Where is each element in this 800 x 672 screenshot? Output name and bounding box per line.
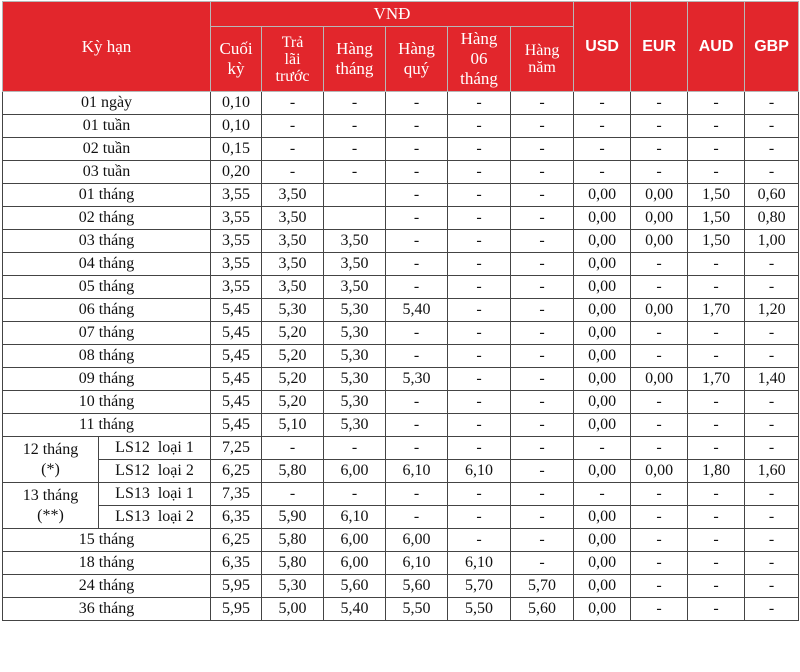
rate-cell: - [511, 460, 574, 483]
rate-cell: 5,00 [262, 598, 324, 621]
term-cell: 36 tháng [3, 598, 211, 621]
rate-cell: - [386, 483, 448, 506]
rate-cell: - [448, 115, 511, 138]
vnd-col-tra-lai-truoc: Trả lãi trước [262, 27, 324, 92]
rate-cell: - [448, 230, 511, 253]
table-header [3, 2, 799, 92]
rate-cell: - [745, 506, 799, 529]
rate-cell: 5,80 [262, 460, 324, 483]
rate-cell: 5,30 [386, 368, 448, 391]
rate-cell: - [574, 92, 631, 115]
table-body [3, 92, 799, 621]
rate-cell: - [688, 529, 745, 552]
rate-cell: - [745, 391, 799, 414]
rate-cell: 1,50 [688, 207, 745, 230]
rate-cell: 7,35 [211, 483, 262, 506]
rate-cell: - [745, 253, 799, 276]
term-header: Kỳ hạn [3, 2, 211, 92]
rate-cell: - [631, 437, 688, 460]
rate-cell: - [448, 322, 511, 345]
table-row [3, 506, 799, 529]
term-cell: 10 tháng [3, 391, 211, 414]
rate-cell: 5,20 [262, 345, 324, 368]
rate-cell: 3,50 [262, 230, 324, 253]
group-term-note: (*) [41, 460, 60, 478]
rate-cell: - [511, 276, 574, 299]
rate-cell: - [631, 115, 688, 138]
vnd-col-cuoi-ky: Cuối kỳ [211, 27, 262, 92]
rate-cell [324, 207, 386, 230]
term-cell: 01 ngày [3, 92, 211, 115]
rate-cell: - [386, 207, 448, 230]
rate-cell: 5,50 [386, 598, 448, 621]
rate-cell: - [511, 253, 574, 276]
rate-cell: 5,10 [262, 414, 324, 437]
rate-cell: - [511, 368, 574, 391]
rate-cell: - [688, 161, 745, 184]
rate-cell: - [324, 437, 386, 460]
rate-cell: 0,00 [574, 276, 631, 299]
term-cell: 02 tuần [3, 138, 211, 161]
rate-cell: 0,00 [574, 345, 631, 368]
rate-cell: 3,50 [324, 253, 386, 276]
rate-cell: - [688, 345, 745, 368]
rate-cell: - [386, 253, 448, 276]
rate-cell: - [324, 92, 386, 115]
rate-cell: - [745, 575, 799, 598]
table-row [3, 230, 799, 253]
rate-cell: 5,80 [262, 529, 324, 552]
rate-cell: 3,50 [262, 207, 324, 230]
table-row [3, 253, 799, 276]
rate-cell: - [631, 529, 688, 552]
vnd-col-hang-quy: Hàng quý [386, 27, 448, 92]
rate-cell: - [511, 138, 574, 161]
rate-cell: - [631, 575, 688, 598]
rate-cell: - [574, 138, 631, 161]
rate-cell: - [386, 92, 448, 115]
term-cell: 01 tuần [3, 115, 211, 138]
rate-cell: 1,40 [745, 368, 799, 391]
rate-cell: 6,10 [386, 552, 448, 575]
rate-cell: 5,40 [324, 598, 386, 621]
rate-cell: - [386, 184, 448, 207]
rate-cell: - [745, 414, 799, 437]
rate-cell: - [448, 207, 511, 230]
rate-cell: - [324, 483, 386, 506]
rate-cell: - [631, 138, 688, 161]
rate-cell: 5,60 [511, 598, 574, 621]
rate-cell: 5,30 [324, 345, 386, 368]
rate-cell: - [511, 506, 574, 529]
rate-cell: - [448, 483, 511, 506]
rate-cell: 1,20 [745, 299, 799, 322]
rate-cell: - [688, 483, 745, 506]
rate-cell: - [262, 483, 324, 506]
rate-cell: 1,70 [688, 299, 745, 322]
rate-cell: 1,50 [688, 184, 745, 207]
term-cell: 18 tháng [3, 552, 211, 575]
rate-cell: 5,30 [324, 368, 386, 391]
rate-cell: - [574, 437, 631, 460]
table-row [3, 483, 799, 506]
rate-cell: 5,90 [262, 506, 324, 529]
rate-cell: - [448, 253, 511, 276]
rate-cell: 5,95 [211, 575, 262, 598]
rate-cell: - [745, 345, 799, 368]
rate-cell: 5,45 [211, 368, 262, 391]
rate-cell: - [745, 276, 799, 299]
rate-cell: - [631, 92, 688, 115]
rate-cell: - [631, 598, 688, 621]
rate-cell: 6,00 [386, 529, 448, 552]
rate-cell: - [688, 92, 745, 115]
aud-header: AUD [688, 2, 745, 92]
rate-cell: - [631, 552, 688, 575]
rate-cell: - [745, 552, 799, 575]
rate-cell: - [745, 138, 799, 161]
rate-cell: - [448, 506, 511, 529]
table-row [3, 598, 799, 621]
rate-cell: - [745, 598, 799, 621]
rate-cell: - [511, 230, 574, 253]
rate-cell: 0,00 [574, 184, 631, 207]
rate-cell: 0,00 [574, 368, 631, 391]
rate-cell: 0,20 [211, 161, 262, 184]
rate-cell: - [324, 115, 386, 138]
rate-cell: 6,35 [211, 506, 262, 529]
rate-cell: 5,20 [262, 322, 324, 345]
term-cell: 06 tháng [3, 299, 211, 322]
vnd-col-hang-nam: Hàng năm [511, 27, 574, 92]
rate-cell: 5,70 [448, 575, 511, 598]
rate-cell: - [631, 253, 688, 276]
table-row [3, 207, 799, 230]
rate-cell: - [324, 138, 386, 161]
rate-cell: 6,10 [448, 460, 511, 483]
sub-term-cell: LS13 loại 2 [99, 506, 211, 529]
term-cell: 03 tháng [3, 230, 211, 253]
rate-cell: - [631, 161, 688, 184]
vnd-col-hang-thang: Hàng tháng [324, 27, 386, 92]
usd-header: USD [574, 2, 631, 92]
rate-cell: 0,15 [211, 138, 262, 161]
rate-cell: - [448, 368, 511, 391]
term-cell: 03 tuần [3, 161, 211, 184]
group-term-label: 12 tháng [22, 440, 79, 458]
rate-cell: - [511, 345, 574, 368]
rate-cell: - [262, 138, 324, 161]
rate-cell: 0,00 [631, 460, 688, 483]
term-cell: 04 tháng [3, 253, 211, 276]
table-row [3, 460, 799, 483]
rate-cell: - [386, 115, 448, 138]
rate-cell: 5,45 [211, 414, 262, 437]
term-cell: 02 tháng [3, 207, 211, 230]
rate-cell: 3,50 [262, 253, 324, 276]
rate-cell: - [262, 437, 324, 460]
rate-cell: - [688, 115, 745, 138]
rate-cell: 6,10 [324, 506, 386, 529]
rate-cell: 0,10 [211, 92, 262, 115]
table-row [3, 138, 799, 161]
rate-cell: 5,45 [211, 299, 262, 322]
table-row [3, 184, 799, 207]
rate-cell: - [511, 437, 574, 460]
table-row [3, 115, 799, 138]
table-row [3, 529, 799, 552]
vnd-header: VNĐ [211, 2, 574, 27]
group-term-note: (**) [37, 506, 64, 524]
rate-cell: - [448, 92, 511, 115]
rate-cell: 1,00 [745, 230, 799, 253]
rate-cell: 1,50 [688, 230, 745, 253]
rate-cell: - [511, 552, 574, 575]
rate-cell: 5,60 [386, 575, 448, 598]
rate-cell: - [386, 345, 448, 368]
rate-cell: - [448, 437, 511, 460]
rate-cell: - [511, 322, 574, 345]
rate-cell: - [386, 506, 448, 529]
rate-cell: 0,00 [574, 414, 631, 437]
rate-cell: - [688, 253, 745, 276]
rate-cell: - [688, 552, 745, 575]
rate-cell: 0,00 [574, 506, 631, 529]
rate-cell: 6,00 [324, 460, 386, 483]
rate-cell: 0,00 [631, 299, 688, 322]
rate-cell: 5,80 [262, 552, 324, 575]
gbp-header: GBP [745, 2, 799, 92]
rate-cell: - [631, 391, 688, 414]
rate-cell: 5,50 [448, 598, 511, 621]
group-term-label: 13 tháng [22, 486, 79, 504]
rate-cell: 0,00 [574, 322, 631, 345]
rate-cell: 3,55 [211, 253, 262, 276]
rate-cell: 1,80 [688, 460, 745, 483]
vnd-col-hang-06-thang: Hàng 06 tháng [448, 27, 511, 92]
rate-cell: - [745, 529, 799, 552]
rate-cell: - [448, 414, 511, 437]
rate-cell: 5,40 [386, 299, 448, 322]
table-row [3, 345, 799, 368]
rate-cell: 5,20 [262, 368, 324, 391]
table-row [3, 299, 799, 322]
table-row [3, 161, 799, 184]
rate-cell: - [448, 345, 511, 368]
rate-cell: 3,55 [211, 230, 262, 253]
rate-cell: - [511, 92, 574, 115]
rate-cell: - [631, 483, 688, 506]
rate-cell: - [688, 138, 745, 161]
rate-cell: 0,80 [745, 207, 799, 230]
term-cell: 11 tháng [3, 414, 211, 437]
rate-cell: 5,30 [262, 299, 324, 322]
interest-rate-table [2, 1, 799, 621]
rate-cell: - [511, 161, 574, 184]
rate-cell: - [688, 437, 745, 460]
rate-cell: 0,00 [574, 299, 631, 322]
rate-cell: - [631, 276, 688, 299]
rate-cell: 5,70 [511, 575, 574, 598]
rate-cell: 5,95 [211, 598, 262, 621]
rate-cell: - [631, 322, 688, 345]
rate-cell: 3,50 [324, 276, 386, 299]
rate-cell: - [511, 299, 574, 322]
rate-cell: - [448, 391, 511, 414]
rate-cell: 5,20 [262, 391, 324, 414]
rate-cell: - [631, 506, 688, 529]
rate-cell: - [511, 414, 574, 437]
rate-cell: 0,00 [574, 575, 631, 598]
table-row [3, 414, 799, 437]
rate-cell: - [745, 161, 799, 184]
term-cell: 01 tháng [3, 184, 211, 207]
rate-cell: 0,10 [211, 115, 262, 138]
rate-cell: 5,45 [211, 345, 262, 368]
rate-cell: 5,30 [262, 575, 324, 598]
rate-cell: - [688, 575, 745, 598]
rate-cell: 0,00 [574, 598, 631, 621]
table-row [3, 391, 799, 414]
table-row [3, 552, 799, 575]
rate-cell: - [386, 391, 448, 414]
rate-cell: 5,30 [324, 299, 386, 322]
rate-cell: 0,00 [631, 230, 688, 253]
table-row [3, 575, 799, 598]
rate-cell: 6,10 [448, 552, 511, 575]
rate-cell: - [262, 115, 324, 138]
rate-cell: - [448, 276, 511, 299]
rate-cell: 7,25 [211, 437, 262, 460]
rate-cell: 0,00 [574, 207, 631, 230]
rate-cell: 0,60 [745, 184, 799, 207]
rate-cell: 5,45 [211, 322, 262, 345]
sub-term-cell: LS12 loại 1 [99, 437, 211, 460]
rate-cell: - [631, 345, 688, 368]
rate-cell: 3,50 [262, 276, 324, 299]
rate-cell: - [262, 161, 324, 184]
term-cell: 24 tháng [3, 575, 211, 598]
rate-cell: 0,00 [574, 391, 631, 414]
rate-cell: 5,45 [211, 391, 262, 414]
rate-cell: - [511, 184, 574, 207]
rate-cell: 3,55 [211, 207, 262, 230]
rate-cell: 1,70 [688, 368, 745, 391]
rate-cell: 6,25 [211, 460, 262, 483]
sub-term-cell: LS13 loại 1 [99, 483, 211, 506]
rate-cell: - [386, 276, 448, 299]
rate-cell: - [688, 506, 745, 529]
rate-cell: 5,30 [324, 322, 386, 345]
rate-cell: - [745, 92, 799, 115]
rate-cell [324, 184, 386, 207]
rate-cell: - [511, 529, 574, 552]
rate-cell: 6,25 [211, 529, 262, 552]
rate-cell: 3,50 [262, 184, 324, 207]
rate-cell: - [386, 138, 448, 161]
rate-cell: 0,00 [574, 230, 631, 253]
rate-cell: 5,30 [324, 414, 386, 437]
table-row [3, 322, 799, 345]
rate-cell: 3,55 [211, 184, 262, 207]
rate-cell: - [688, 598, 745, 621]
rate-cell: - [688, 414, 745, 437]
term-cell: 07 tháng [3, 322, 211, 345]
rate-cell: - [448, 184, 511, 207]
rate-cell: 6,00 [324, 552, 386, 575]
table-row [3, 92, 799, 115]
sub-term-cell: LS12 loại 2 [99, 460, 211, 483]
rate-cell: - [745, 115, 799, 138]
rate-cell: - [511, 207, 574, 230]
term-cell: 15 tháng [3, 529, 211, 552]
rate-cell: - [688, 322, 745, 345]
rate-cell: 0,00 [574, 529, 631, 552]
rate-cell: - [448, 529, 511, 552]
rate-cell: 5,30 [324, 391, 386, 414]
rate-cell: - [386, 230, 448, 253]
rate-cell: 0,00 [574, 552, 631, 575]
rate-cell: - [511, 391, 574, 414]
rate-cell: - [324, 161, 386, 184]
table-row [3, 276, 799, 299]
group-term-cell [3, 437, 99, 483]
rate-cell: - [745, 437, 799, 460]
rate-cell: 0,00 [574, 460, 631, 483]
group-term-cell [3, 483, 99, 529]
rate-cell: - [262, 92, 324, 115]
rate-cell: 6,10 [386, 460, 448, 483]
rate-cell: - [386, 161, 448, 184]
rate-cell: 0,00 [574, 253, 631, 276]
rate-cell: - [745, 483, 799, 506]
table-row [3, 437, 799, 460]
rate-cell: - [448, 138, 511, 161]
rate-cell: - [386, 414, 448, 437]
rate-cell: - [574, 161, 631, 184]
rate-cell: 6,35 [211, 552, 262, 575]
rate-cell: - [448, 299, 511, 322]
eur-header: EUR [631, 2, 688, 92]
table-row [3, 368, 799, 391]
rate-cell: - [574, 115, 631, 138]
rate-cell: 0,00 [631, 207, 688, 230]
term-cell: 08 tháng [3, 345, 211, 368]
rate-cell: 6,00 [324, 529, 386, 552]
term-cell: 05 tháng [3, 276, 211, 299]
rate-cell: - [574, 483, 631, 506]
rate-cell: - [511, 115, 574, 138]
rate-cell: 3,55 [211, 276, 262, 299]
rate-cell: - [386, 322, 448, 345]
rate-cell: - [688, 391, 745, 414]
rate-cell: - [631, 414, 688, 437]
rate-cell: - [511, 483, 574, 506]
rate-cell: - [688, 276, 745, 299]
rate-cell: 1,60 [745, 460, 799, 483]
rate-cell: - [386, 437, 448, 460]
rate-cell: - [448, 161, 511, 184]
rate-cell: 3,50 [324, 230, 386, 253]
term-cell: 09 tháng [3, 368, 211, 391]
rate-cell: 0,00 [631, 184, 688, 207]
rate-cell: 5,60 [324, 575, 386, 598]
rate-cell: - [745, 322, 799, 345]
rate-cell: 0,00 [631, 368, 688, 391]
